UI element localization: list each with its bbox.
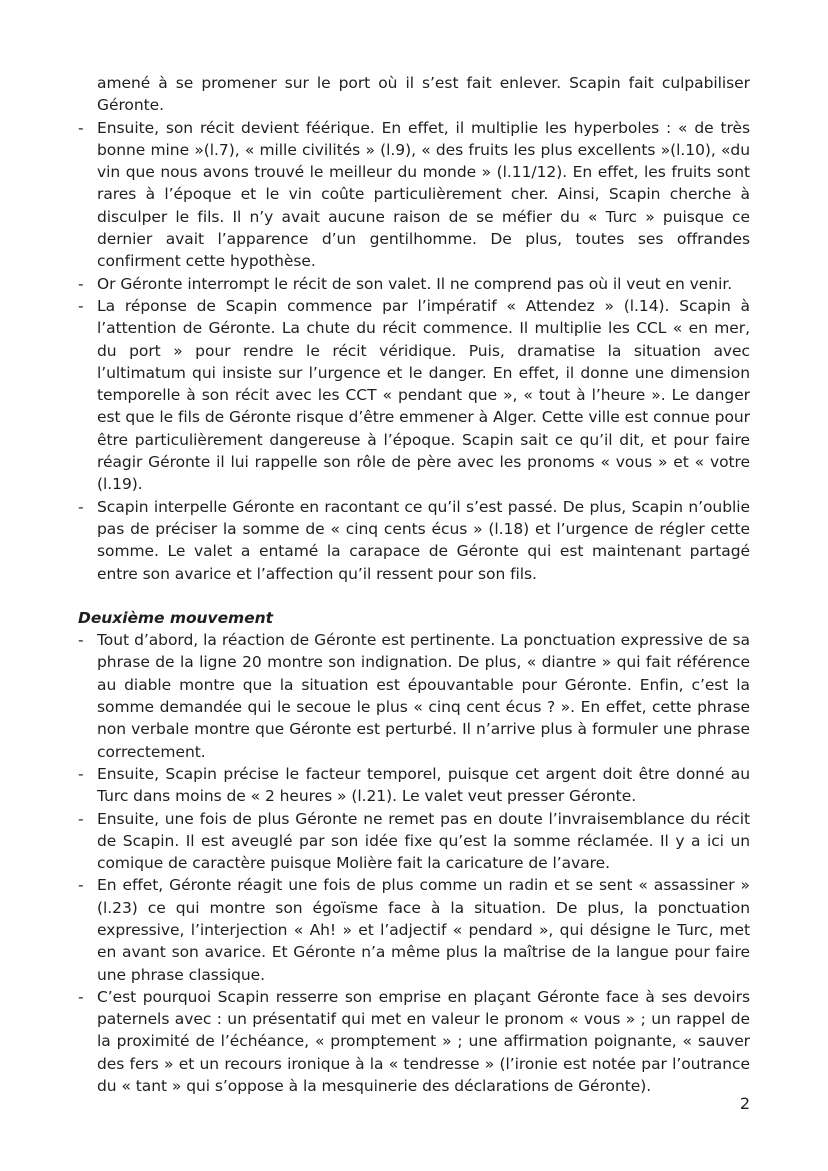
list-item-text: Ensuite, son récit devient féérique. En effet, il multiplie les hyperboles : « de très bonne mine »(l.7), « mille civilités » (l.9), « des fruits les plus excellents »(l.10), «du vin que nous avons trouvé le meilleur du monde » (l.11/12). En effet, les fruits sont rares à l’époque et le vin coûte particulièrement cher. Ainsi, Scapin cherche à disculper le fils. Il n’y avait aucune raison de se méfier du « Turc » puisque ce dernier avait l’apparence d’un gentilhomme. De plus, toutes ses offrandes confirment cette hypothèse. xyxy=(97,118,750,271)
bullet-dash: - xyxy=(78,296,84,315)
bullet-dash: - xyxy=(78,631,84,650)
list-item xyxy=(78,496,750,585)
bullet-dash: - xyxy=(78,987,84,1006)
list-item xyxy=(78,629,750,763)
list-item-text: Scapin interpelle Géronte en racontant ce qu’il s’est passé. De plus, Scapin n’oublie pas de préciser la somme de « cinq cents écus » (l.18) et l’urgence de régler cette somme. Le valet a entamé la carapace de Géronte qui est maintenant partagé entre son avarice et l’affection qu’il ressent pour son fils. xyxy=(97,497,750,583)
list-item-text: C’est pourquoi Scapin resserre son emprise en plaçant Géronte face à ses devoirs paternels avec : un présentatif qui met en valeur le pronom « vous » ; un rappel de la proximité de l’échéance, « promptement » ; une affirmation poignante, « sauver des fers » et un recours ironique à la « tendresse » (l’ironie est notée par l’outrance du « tant » qui s’oppose à la mesquinerie des déclarations de Géronte). xyxy=(97,987,750,1096)
list-item-text: La réponse de Scapin commence par l’impératif « Attendez » (l.14). Scapin à l’attention de Géronte. La chute du récit commence. Il multiplie les CCL « en mer, du port » pour rendre le récit véridique. Puis, dramatise la situation avec l’ultimatum qui insiste sur l’urgence et le danger. En effet, il donne une dimension temporelle à son récit avec les CCT « pendant que », « tout à l’heure ». Le danger est que le fils de Géronte risque d’être emmener à Alger. Cette ville est connue pour être particulièrement dangereuse à l’époque. Scapin sait ce qu’il dit, et pour faire réagir Géronte il lui rappelle son rôle de père avec les pronoms « vous » et « votre (l.19). xyxy=(97,296,750,494)
first-section-list xyxy=(78,117,750,585)
bullet-dash: - xyxy=(78,118,84,137)
list-item xyxy=(78,808,750,875)
page-content xyxy=(78,72,750,1097)
section-heading: Deuxième mouvement xyxy=(78,608,273,627)
list-item xyxy=(78,874,750,985)
list-item-text: Or Géronte interrompt le récit de son valet. Il ne comprend pas où il veut en venir. xyxy=(97,274,733,293)
bullet-dash: - xyxy=(78,764,84,783)
bullet-dash: - xyxy=(78,876,84,895)
page-number: 2 xyxy=(739,1094,750,1113)
list-item xyxy=(78,763,750,808)
list-item-text: En effet, Géronte réagit une fois de plus comme un radin et se sent « assassiner » (l.23) ce qui montre son égoïsme face à la situation. De plus, la ponctuation expressive, l’interjection « Ah! » et l’adjectif « pendard », qui désigne le Turc, met en avant son avarice. Et Géronte n’a même plus la maîtrise de la langue pour faire une phrase classique. xyxy=(97,876,750,984)
list-item-text: Tout d’abord, la réaction de Géronte est pertinente. La ponctuation expressive de sa phrase de la ligne 20 montre son indignation. De plus, « diantre » qui fait référence au diable montre que la situation est épouvantable pour Géronte. Enfin, c’est la somme demandée qui le secoue le plus « cinq cent écus ? ». En effet, cette phrase non verbale montre que Géronte est perturbé. Il n’arrive plus à formuler une phrase correctement. xyxy=(97,631,750,761)
bullet-dash: - xyxy=(78,809,84,828)
list-item-text: Ensuite, Scapin précise le facteur temporel, puisque cet argent doit être donné au Turc dans moins de « 2 heures » (l.21). Le valet veut presser Géronte. xyxy=(97,764,750,806)
list-item xyxy=(78,117,750,273)
bullet-dash: - xyxy=(78,274,84,293)
second-section-list xyxy=(78,629,750,1097)
bullet-dash: - xyxy=(78,497,84,516)
continuation-paragraph: amené à se promener sur le port où il s’est fait enlever. Scapin fait culpabiliser Géronte. xyxy=(97,74,750,115)
list-item xyxy=(78,986,750,1097)
list-item xyxy=(78,273,750,295)
list-item xyxy=(78,295,750,496)
list-item-text: Ensuite, une fois de plus Géronte ne remet pas en doute l’invraisemblance du récit de Scapin. Il est aveuglé par son idée fixe qu’est la somme réclamée. Il y a ici un comique de caractère puisque Molière fait la caricature de l’avare. xyxy=(97,809,750,873)
